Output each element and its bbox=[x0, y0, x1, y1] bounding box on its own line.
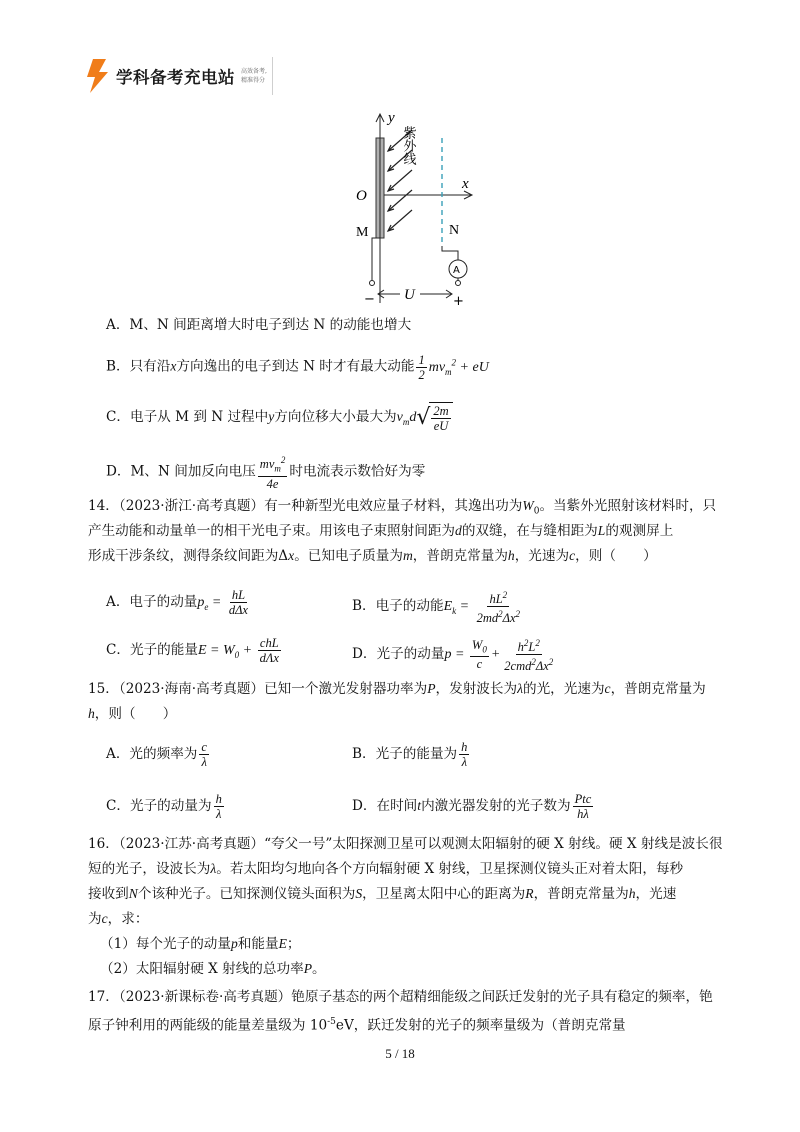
photoelectric-diagram bbox=[350, 108, 490, 308]
q17-line-2: 原子钟利用的两能级的能量差量级为 $10^{-5}eV$，跃迁发射的光子的频率量级为（普朗克常量 bbox=[88, 1017, 626, 1034]
axis-y-label: y bbox=[388, 110, 395, 126]
q16-line-1: 16．（2023·江苏·高考真题）“夸父一号”太阳探测卫星可以观测太阳辐射的硬 X 射线。硬 X 射线是波长很 bbox=[88, 836, 723, 852]
q13-option-a: A．M、N 间距离增大时电子到达 N 的动能也增大 bbox=[106, 317, 412, 333]
q14-line-3: 形成干涉条纹，测得条纹间距为Δx。已知电子质量为m，普朗克常量为h，光速为c，则（ ） bbox=[88, 548, 657, 564]
q13-option-d: D．M、N 间加反向电压 $\frac{mv_m^2}{4e}$ 时电流表示数恰好为零 bbox=[106, 455, 426, 491]
q16-line-4: 为c，求： bbox=[88, 911, 149, 927]
voltage-label: U bbox=[404, 287, 415, 303]
q14-option-a: A．电子的动量$p_e$ = $\frac{hL}{\text{dΔx}}$ bbox=[106, 588, 248, 617]
q13-option-b: B．只有沿x方向逸出的电子到达 N 时才有最大动能 $\frac{1}{2}$ $mv_m^2$ + eU bbox=[106, 352, 489, 382]
plate-n-label: N bbox=[449, 223, 460, 238]
q15-option-d: D．在时间t内激光器发射的光子数为 $\frac{\text{Ptc}}{h\lambda}$ bbox=[352, 792, 592, 821]
q15-option-c: C．光子的动量为 $\frac{h}{\lambda}$ bbox=[106, 792, 222, 821]
header-logo bbox=[84, 56, 267, 96]
q16-subquestion-1: （1）每个光子的动量p和能量E； bbox=[100, 936, 301, 952]
logo-subtitle: 高效备考, 精准得分 bbox=[241, 68, 267, 84]
q15-line-1: 15．（2023·海南·高考真题）已知一个激光发射器功率为P，发射波长为λ的光，光速为c，普朗克常量为 bbox=[88, 681, 706, 697]
q14-option-b: B．电子的动能$E_k$ = $\frac{hL^2}{2md^2\Delta x^2}$ bbox=[352, 590, 520, 626]
q15-option-a: A．光的频率为 $\frac{c}{\lambda}$ bbox=[106, 740, 207, 769]
q14-option-d: D．光子的动量p = $\frac{W_0}{c}$ + $\frac{h^2L^2}{2cmd^2\Delta x^2}$ bbox=[352, 637, 554, 674]
q16-line-3: 接收到N个该种光子。已知探测仪镜头面积为S，卫星离太阳中心的距离为R，普朗克常量为h，光速 bbox=[88, 886, 677, 902]
header-divider bbox=[272, 57, 273, 95]
q15-line-2: h，则（ ） bbox=[88, 706, 177, 722]
lightning-bolt-icon bbox=[84, 59, 110, 93]
q13-option-c: C．电子从 M 到 N 过程中y方向位移大小最大为$v_md$ √ $\frac{2m}{eU}$ bbox=[106, 402, 453, 433]
plate-m-label: M bbox=[356, 225, 369, 240]
uv-light-label: 紫外线 bbox=[400, 126, 416, 165]
q16-subquestion-2: （2）太阳辐射硬 X 射线的总功率P。 bbox=[100, 961, 326, 977]
q14-option-c: C．光子的能量$E = W_0$ + $\frac{\text{chL}}{\text{dΛx}}$ bbox=[106, 636, 279, 665]
logo-text: 学科备考充电站 bbox=[116, 68, 235, 87]
q17-line-1: 17．（2023·新课标卷·高考真题）铯原子基态的两个超精细能级之间跃迁发射的光子具有稳定的频率，铯 bbox=[88, 989, 713, 1005]
ammeter-icon: A bbox=[453, 265, 460, 276]
q14-line-1: 14．（2023·浙江·高考真题）有一种新型光电效应量子材料，其逸出功为$W_0$。当紫外光照射该材料时，只 bbox=[88, 498, 717, 517]
q15-option-b: B．光子的能量为 $\frac{h}{\lambda}$ bbox=[352, 740, 468, 769]
q14-line-2: 产生动能和动量单一的相干光电子束。用该电子束照射间距为d的双缝，在与缝相距为L的观测屏上 bbox=[88, 523, 674, 539]
axis-x-label: x bbox=[462, 176, 469, 192]
page-number: 5 / 18 bbox=[385, 1046, 415, 1061]
minus-terminal: − bbox=[364, 292, 375, 307]
plus-terminal: + bbox=[453, 294, 464, 308]
q16-line-2: 短的光子，设波长为λ。若太阳均匀地向各个方向辐射硬 X 射线，卫星探测仪镜头正对着太阳，每秒 bbox=[88, 861, 684, 877]
origin-label: O bbox=[356, 188, 367, 204]
